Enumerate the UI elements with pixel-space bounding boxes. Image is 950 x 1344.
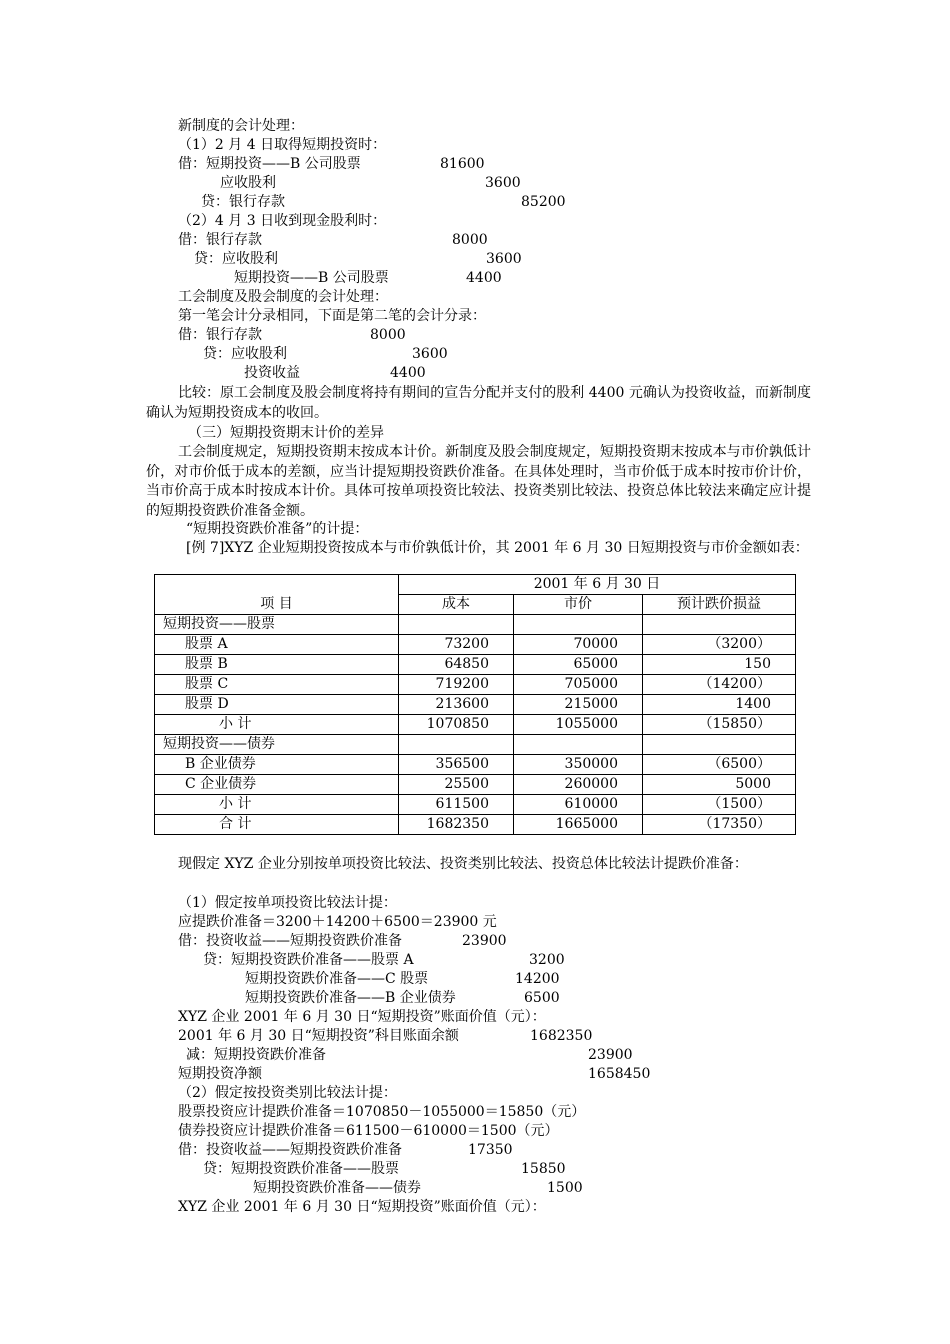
- step-heading: （2）4 月 3 日收到现金股利时：: [178, 213, 387, 229]
- row-name: 股票 C: [155, 675, 399, 695]
- header-loss: 预计跌价损益: [643, 595, 796, 615]
- entry-amount: 81600: [440, 156, 485, 172]
- section-title: 工会制度及股会制度的会计处理：: [178, 289, 388, 305]
- cell-market: [514, 735, 643, 755]
- entry-account: 借：短期投资——B 公司股票: [178, 156, 361, 172]
- compare-paragraph: 比较：原工会制度及股会制度将持有期间的宣告分配并支付的股利 4400 元确认为投资收益，而新制度确认为短期投资成本的收回。: [146, 385, 811, 421]
- row-name: 股票 A: [155, 635, 399, 655]
- cell-market: 65000: [514, 655, 643, 675]
- entry-amount: 1682350: [530, 1028, 593, 1044]
- row-name: 小 计: [155, 715, 399, 735]
- cell-cost: 611500: [399, 795, 514, 815]
- step-heading: （2）假定按投资类别比较法计提：: [178, 1085, 397, 1101]
- entry-amount: 15850: [521, 1161, 566, 1177]
- entry-amount: 4400: [466, 270, 502, 286]
- text-line: XYZ 企业 2001 年 6 月 30 日“短期投资”账面价值（元）：: [178, 1009, 546, 1025]
- cell-market: 350000: [514, 755, 643, 775]
- table-row: [155, 635, 796, 655]
- cell-cost: [399, 735, 514, 755]
- table-row: [155, 795, 796, 815]
- table-row: [155, 815, 796, 835]
- cell-cost: 73200: [399, 635, 514, 655]
- table-row: [155, 655, 796, 675]
- cell-market: 260000: [514, 775, 643, 795]
- cell-market: 215000: [514, 695, 643, 715]
- entry-account: 借：投资收益——短期投资跌价准备: [178, 1142, 402, 1158]
- row-name: 小 计: [155, 795, 399, 815]
- entry-amount: 85200: [521, 194, 566, 210]
- investment-table: [154, 574, 796, 835]
- formula-line: 债券投资应计提跌价准备＝611500－610000＝1500（元）: [178, 1123, 559, 1139]
- entry-account: 应收股利: [220, 175, 276, 191]
- step-heading: （1）2 月 4 日取得短期投资时：: [178, 137, 387, 153]
- formula-line: 应提跌价准备＝3200＋14200＋6500＝23900 元: [178, 914, 497, 930]
- cell-market: 1665000: [514, 815, 643, 835]
- header-date: 2001 年 6 月 30 日: [399, 575, 796, 595]
- cell-loss: 5000: [643, 775, 796, 795]
- entry-account: 短期投资——B 公司股票: [234, 270, 389, 286]
- cell-cost: 1070850: [399, 715, 514, 735]
- row-name: 短期投资——股票: [155, 615, 399, 635]
- entry-account: 贷：短期投资跌价准备——股票 A: [203, 952, 414, 968]
- row-name: B 企业债券: [155, 755, 399, 775]
- entry-amount: 3600: [485, 175, 521, 191]
- entry-account: 借：银行存款: [178, 232, 262, 248]
- example-paragraph: [例 7]XYZ 企业短期投资按成本与市价孰低计价，其 2001 年 6 月 30 日短期投资与市价金额如表：: [186, 540, 809, 556]
- entry-account: 短期投资跌价准备——C 股票: [245, 971, 429, 987]
- table-row: [155, 695, 796, 715]
- cell-market: 610000: [514, 795, 643, 815]
- cell-loss: 1400: [643, 695, 796, 715]
- header-market: 市价: [514, 595, 643, 615]
- section-title: 新制度的会计处理：: [178, 118, 304, 134]
- entry-account: 借：投资收益——短期投资跌价准备: [178, 933, 402, 949]
- entry-amount: 8000: [370, 327, 406, 343]
- entry-amount: 1658450: [588, 1066, 651, 1082]
- cell-loss: （14200）: [643, 675, 796, 695]
- entry-account: 短期投资跌价准备——B 企业债券: [245, 990, 456, 1006]
- entry-amount: 3600: [486, 251, 522, 267]
- cell-loss: [643, 615, 796, 635]
- entry-amount: 8000: [452, 232, 488, 248]
- entry-amount: 3200: [529, 952, 565, 968]
- entry-account: 2001 年 6 月 30 日“短期投资”科目账面余额: [178, 1028, 459, 1044]
- entry-account: 投资收益: [244, 365, 300, 381]
- row-name: C 企业债券: [155, 775, 399, 795]
- entry-account: 贷：应收股利: [203, 346, 287, 362]
- table-row: [155, 675, 796, 695]
- cell-loss: （17350）: [643, 815, 796, 835]
- step-heading: （1）假定按单项投资比较法计提：: [178, 895, 397, 911]
- entry-account: 贷：短期投资跌价准备——股票: [203, 1161, 399, 1177]
- section-heading: （三）短期投资期末计价的差异: [188, 425, 384, 441]
- entry-account: 短期投资跌价准备——债券: [253, 1180, 421, 1196]
- assume-paragraph: 现假定 XYZ 企业分别按单项投资比较法、投资类别比较法、投资总体比较法计提跌价准备：: [178, 856, 748, 872]
- cell-cost: 1682350: [399, 815, 514, 835]
- entry-amount: 1500: [547, 1180, 583, 1196]
- row-name: 股票 D: [155, 695, 399, 715]
- table-row: [155, 715, 796, 735]
- cell-market: 1055000: [514, 715, 643, 735]
- cell-loss: （6500）: [643, 755, 796, 775]
- row-name: 股票 B: [155, 655, 399, 675]
- subheading: “短期投资跌价准备”的计提：: [186, 521, 369, 537]
- cell-cost: 213600: [399, 695, 514, 715]
- entry-account: 借：银行存款: [178, 327, 262, 343]
- entry-amount: 14200: [515, 971, 560, 987]
- table-row: [155, 755, 796, 775]
- cell-loss: （15850）: [643, 715, 796, 735]
- entry-amount: 6500: [524, 990, 560, 1006]
- text-line: XYZ 企业 2001 年 6 月 30 日“短期投资”账面价值（元）：: [178, 1199, 546, 1215]
- cell-loss: （3200）: [643, 635, 796, 655]
- cell-market: 70000: [514, 635, 643, 655]
- header-cost: 成本: [399, 595, 514, 615]
- table-row: [155, 735, 796, 755]
- header-item: 项 目: [155, 575, 399, 615]
- row-name: 短期投资——债券: [155, 735, 399, 755]
- entry-amount: 4400: [390, 365, 426, 381]
- cell-market: 705000: [514, 675, 643, 695]
- table-row: [155, 615, 796, 635]
- formula-line: 股票投资应计提跌价准备＝1070850－1055000＝15850（元）: [178, 1104, 586, 1120]
- cell-market: [514, 615, 643, 635]
- entry-amount: 23900: [588, 1047, 633, 1063]
- cell-loss: （1500）: [643, 795, 796, 815]
- entry-amount: 23900: [462, 933, 507, 949]
- entry-account: 贷：应收股利: [194, 251, 278, 267]
- table-row: [155, 775, 796, 795]
- entry-amount: 17350: [468, 1142, 513, 1158]
- cell-loss: [643, 735, 796, 755]
- cell-loss: 150: [643, 655, 796, 675]
- entry-account: 减：短期投资跌价准备: [186, 1047, 326, 1063]
- entry-amount: 3600: [412, 346, 448, 362]
- rule-paragraph: 工会制度规定，短期投资期末按成本计价。新制度及股会制度规定，短期投资期末按成本与市价孰低计价，对市价低于成本的差额，应当计提短期投资跌价准备。在具体处理时，当市价低于成本时按市价计价，当市价高于成本时按成本计价。具体可按单项投资比较法、投资类别比较法、投资总体比较法来确定应计提的短期投资跌价准备金额。: [146, 444, 811, 519]
- cell-cost: 25500: [399, 775, 514, 795]
- cell-cost: 719200: [399, 675, 514, 695]
- row-name: 合 计: [155, 815, 399, 835]
- text-line: 第一笔会计分录相同，下面是第二笔的会计分录：: [178, 308, 486, 324]
- entry-account: 短期投资净额: [178, 1066, 262, 1082]
- entry-account: 贷：银行存款: [201, 194, 285, 210]
- cell-cost: [399, 615, 514, 635]
- cell-cost: 356500: [399, 755, 514, 775]
- cell-cost: 64850: [399, 655, 514, 675]
